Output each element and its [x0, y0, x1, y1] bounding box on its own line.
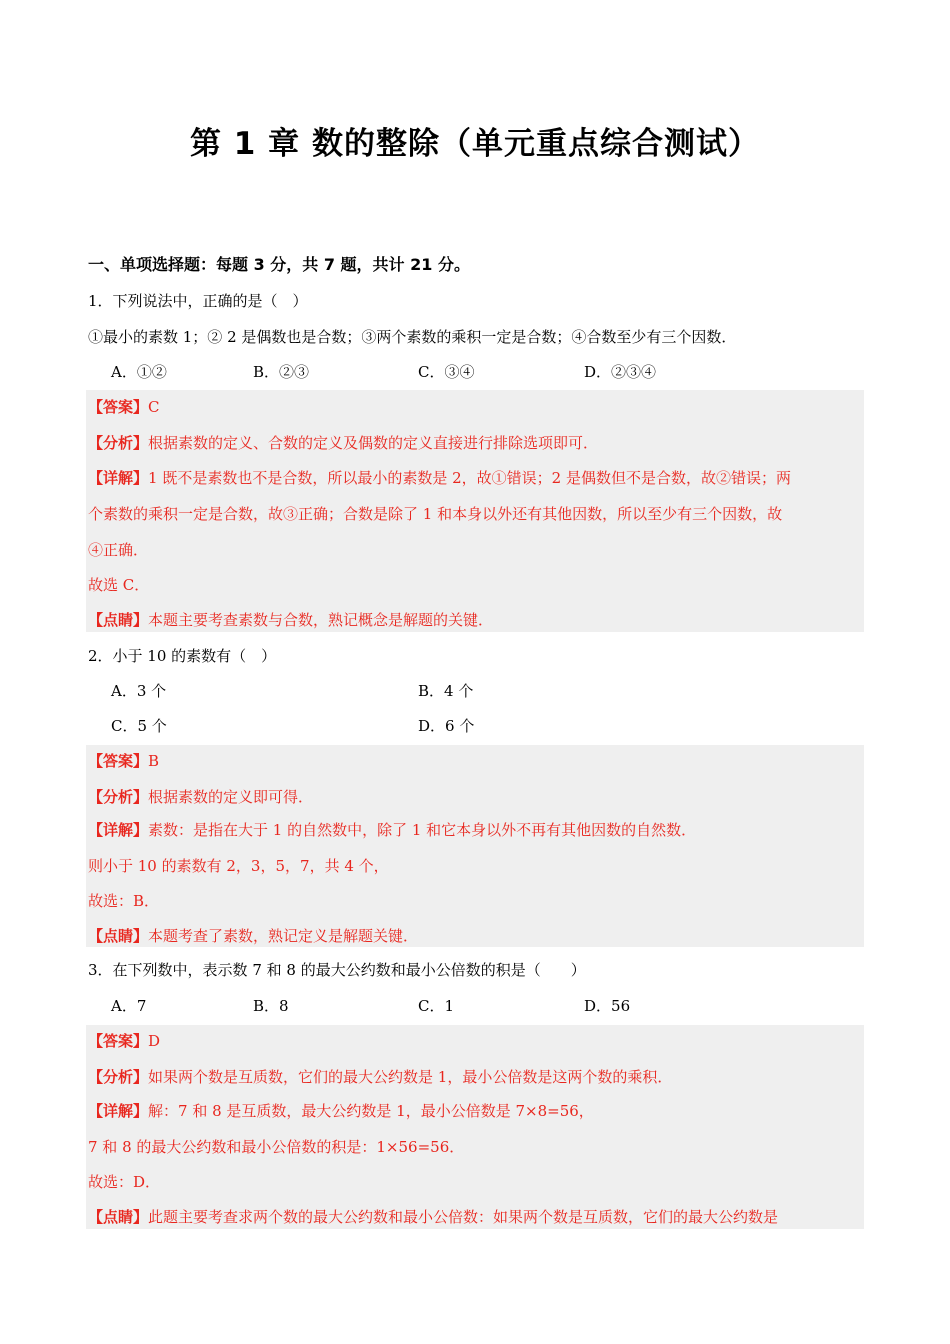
question-1-stem: 1．下列说法中，正确的是（ ） [88, 292, 308, 310]
question-2-choose: 故选：B． [88, 892, 160, 910]
question-3-detail-2: 7 和 8 的最大公约数和最小公倍数的积是：1×56=56． [88, 1138, 465, 1156]
question-1-detail-line-1: 【详解】1 既不是素数也不是合数，所以最小的素数是 2，故①错误；2 是偶数但不是合数，故②错误；两 [88, 469, 791, 487]
question-3-choose: 故选：D． [88, 1173, 161, 1191]
question-3-option-d: D．56 [584, 997, 631, 1015]
question-1-detail-line-3: ④正确． [88, 541, 149, 559]
question-1-analysis: 【分析】根据素数的定义、合数的定义及偶数的定义直接进行排除选项即可． [88, 434, 599, 452]
question-2-option-c: C．5 个 [111, 717, 167, 735]
question-1-option-b: B．②③ [253, 363, 310, 381]
question-1-statement: ①最小的素数 1；② 2 是偶数也是合数；③两个素数的乘积一定是合数；④合数至少有三个因数． [88, 328, 737, 346]
question-2-option-a: A．3 个 [111, 682, 167, 700]
question-3-solution-box [86, 1025, 864, 1229]
question-2-answer: 【答案】B [88, 752, 160, 770]
question-2-analysis: 【分析】根据素数的定义即可得． [88, 788, 314, 806]
question-2-detail: 【详解】素数：是指在大于 1 的自然数中，除了 1 和它本身以外不再有其他因数的自然数． [88, 821, 697, 839]
question-1-option-c: C．③④ [418, 363, 475, 381]
question-1-comment: 【点睛】本题主要考查素数与合数，熟记概念是解题的关键． [88, 611, 494, 629]
question-2-solution-box [86, 745, 864, 947]
question-3-option-c: C．1 [418, 997, 455, 1015]
question-3-analysis: 【分析】如果两个数是互质数，它们的最大公约数是 1，最小公倍数是这两个数的乘积． [88, 1068, 673, 1086]
question-1-option-a: A．①② [111, 363, 167, 381]
question-2-option-d: D．6 个 [418, 717, 475, 735]
question-3-option-a: A．7 [111, 997, 147, 1015]
question-3-answer: 【答案】D [88, 1032, 161, 1050]
question-2-option-b: B．4 个 [418, 682, 474, 700]
question-3-detail: 【详解】解：7 和 8 是互质数，最大公约数是 1，最小公倍数是 7×8=56， [88, 1102, 594, 1120]
question-1-detail-line-2: 个素数的乘积一定是合数，故③正确；合数是除了 1 和本身以外还有其他因数，所以至少有三个因数，故 [88, 505, 783, 523]
question-2-stem: 2．小于 10 的素数有（ ） [88, 647, 277, 665]
question-2-detail-2: 则小于 10 的素数有 2，3，5，7，共 4 个， [88, 857, 389, 875]
section-heading: 一、单项选择题：每题 3 分，共 7 题，共计 21 分。 [88, 255, 470, 274]
question-1-answer: 【答案】C [88, 398, 160, 416]
question-3-stem: 3．在下列数中，表示数 7 和 8 的最大公约数和最小公倍数的积是（ ） [88, 961, 586, 979]
question-3-option-b: B．8 [253, 997, 289, 1015]
question-1-solution-box [86, 390, 864, 632]
question-3-comment: 【点睛】此题主要考查求两个数的最大公约数和最小公倍数：如果两个数是互质数，它们的最大公约数是 [88, 1208, 779, 1226]
page-title: 第 1 章 数的整除（单元重点综合测试） [190, 126, 760, 162]
question-1-option-d: D．②③④ [584, 363, 657, 381]
question-1-choose: 故选 C． [88, 576, 150, 594]
question-2-comment: 【点睛】本题考查了素数，熟记定义是解题关键． [88, 927, 419, 945]
